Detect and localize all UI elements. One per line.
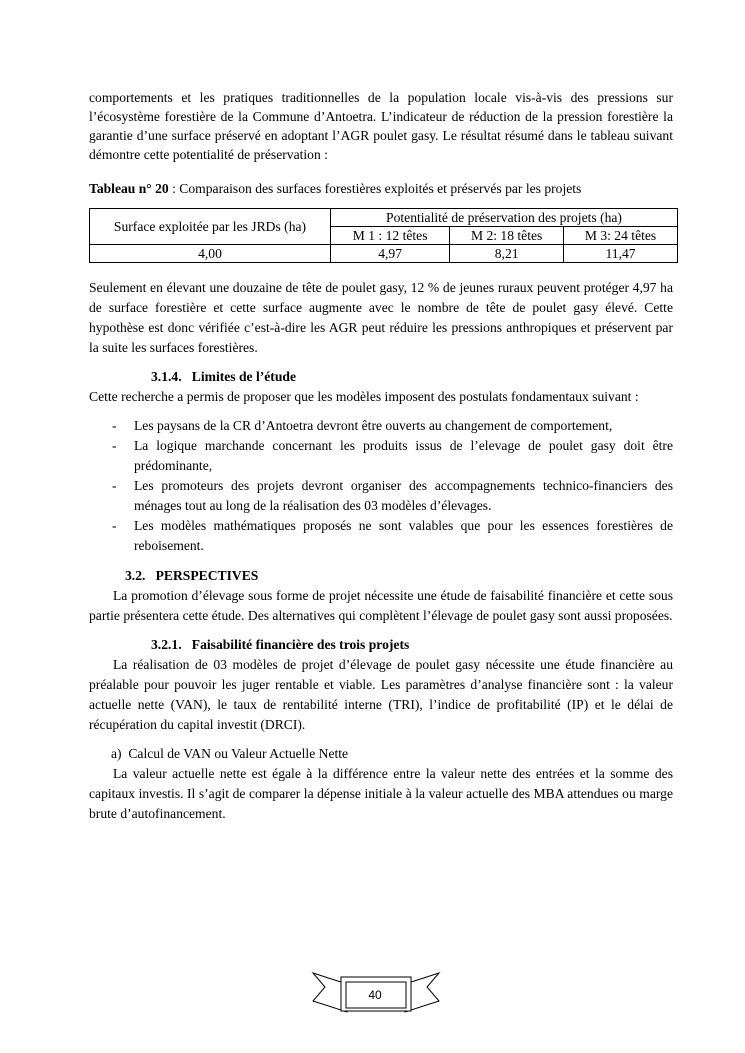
heading-perspectives: 3.2. PERSPECTIVES	[125, 568, 259, 583]
faisabilite-paragraph: La réalisation de 03 modèles de projet d’élevage de poulet gasy nécessite une étude financière au préalable pour pouvoir les juger rentable et viable. Les paramètres d’analyse financière sont : la valeur actuelle nette (VAN), le taux de rentabilité interne (TRI), l’indice de profitabilité (IP) et le délai de récupération du capital investit (DRCI).	[89, 657, 673, 732]
van-paragraph: La valeur actuelle nette est égale à la différence entre la valeur nette des entrées et la somme des capitaux investis. Il s’agit de comparer la dépense initiale à la valeur actuelle des MBA attendues ou marge brute d’autofinancement.	[89, 766, 673, 821]
bullet-dash: -	[112, 438, 117, 453]
page-content	[89, 88, 673, 824]
table-header-potential: Potentialité de préservation des projets (ha)	[331, 209, 678, 227]
table-cell: 4,00	[90, 245, 331, 263]
list-item: - Les promoteurs des projets devront organiser des accompagnements technico-financiers des ménages tout au long de la réalisation des 03 modèles d’élevages.	[112, 478, 673, 513]
table-header-surface: Surface exploitée par les JRDs (ha)	[90, 209, 331, 245]
intro-paragraph: comportements et les pratiques traditionnelles de la population locale vis-à-vis des pressions sur l’écosystème forestière de la Commune d’Antoetra. L’indicateur de réduction de la pression forestière la garantie d’une surface préservé en adoptant l’AGR poulet gasy. Le résultat résumé dans le tableau suivant démontre cette potentialité de préservation :	[89, 90, 673, 162]
table-caption-label: Tableau n° 20	[89, 181, 169, 196]
bullet-dash: -	[112, 478, 117, 493]
sub-item-van: a) Calcul de VAN ou Valeur Actuelle Nette	[111, 746, 349, 761]
bullet-dash: -	[112, 518, 117, 533]
bullet-dash: -	[112, 418, 117, 433]
limites-paragraph: Cette recherche a permis de proposer que les modèles imposent des postulats fondamentaux suivant :	[89, 389, 639, 404]
result-paragraph: Seulement en élevant une douzaine de tête de poulet gasy, 12 % de jeunes ruraux peuvent protéger 4,97 ha de surface forestière et cette surface augmente avec le nombre de tête de poulet gasy élevé. Cette hypothèse est donc vérifiée c’est-à-dire les AGR peut réduire les pressions anthropiques et préservent par la suite les surfaces forestières.	[89, 280, 673, 355]
table-cell: 8,21	[450, 245, 564, 263]
table-subheader: M 3: 24 têtes	[564, 227, 678, 245]
table-row	[90, 245, 678, 263]
table-caption-text: : Comparaison des surfaces forestières exploités et préservés par les projets	[168, 181, 582, 196]
perspectives-paragraph: La promotion d’élevage sous forme de projet nécessite une étude de faisabilité financière et cette sous partie présentera cette étude. Des alternatives qui complètent l’élevage de poulet gasy sont aussi proposées.	[89, 588, 673, 623]
heading-limites: 3.1.4. Limites de l’étude	[151, 369, 296, 384]
list-item: - Les modèles mathématiques proposés ne sont valables que pour les essences forestières de reboisement.	[112, 518, 673, 553]
heading-faisabilite: 3.2.1. Faisabilité financière des trois projets	[151, 637, 410, 652]
comparison-table	[89, 208, 678, 263]
list-item: - Les paysans de la CR d’Antoetra devront être ouverts au changement de comportement,	[89, 416, 673, 436]
table-cell: 4,97	[331, 245, 450, 263]
page-number: 40	[368, 988, 382, 1002]
table-subheader: M 2: 18 têtes	[450, 227, 564, 245]
list-item: - La logique marchande concernant les produits issus de l’elevage de poulet gasy doit être prédominante,	[112, 438, 673, 473]
table-cell: 11,47	[564, 245, 678, 263]
table-caption	[89, 179, 673, 199]
table-subheader: M 1 : 12 têtes	[331, 227, 450, 245]
postulates-list	[89, 416, 673, 556]
